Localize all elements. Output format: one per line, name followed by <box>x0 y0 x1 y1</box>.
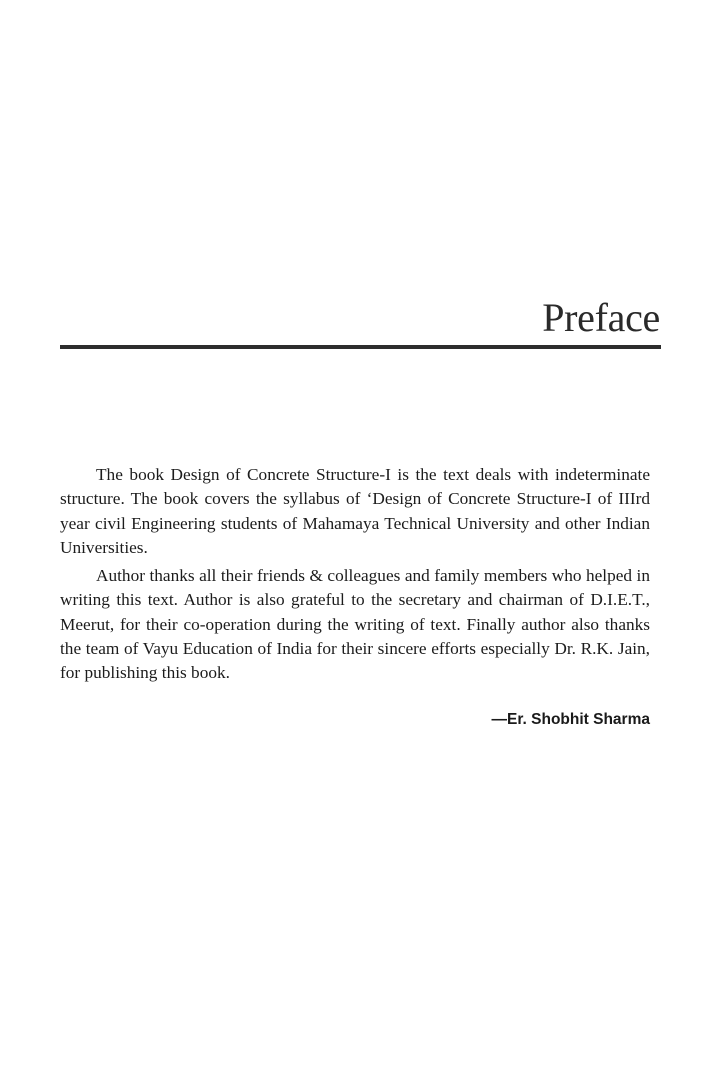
page-title: Preface <box>542 295 660 340</box>
preface-paragraph: Author thanks all their friends & colleagues and family members who helped in writing this text. Author is also grateful to the secretary and chairman of D.I.E.T., Meerut, for their co-operation during the writing of text. Finally author also thanks the team of Vayu Education of India for their sincere efforts especially Dr. R.K. Jain, for publishing this book. <box>60 566 650 683</box>
preface-paragraph: The book Design of Concrete Structure-I is the text deals with indeterminate structure. The book covers the syllabus of ‘Design of Concrete Structure-I of IIIrd year civil Engineering students of Mahamaya Technical University and other Indian Universities. <box>60 465 650 557</box>
author-signature: —Er. Shobhit Sharma <box>491 711 650 728</box>
preface-body <box>60 463 650 690</box>
title-divider <box>60 345 661 349</box>
